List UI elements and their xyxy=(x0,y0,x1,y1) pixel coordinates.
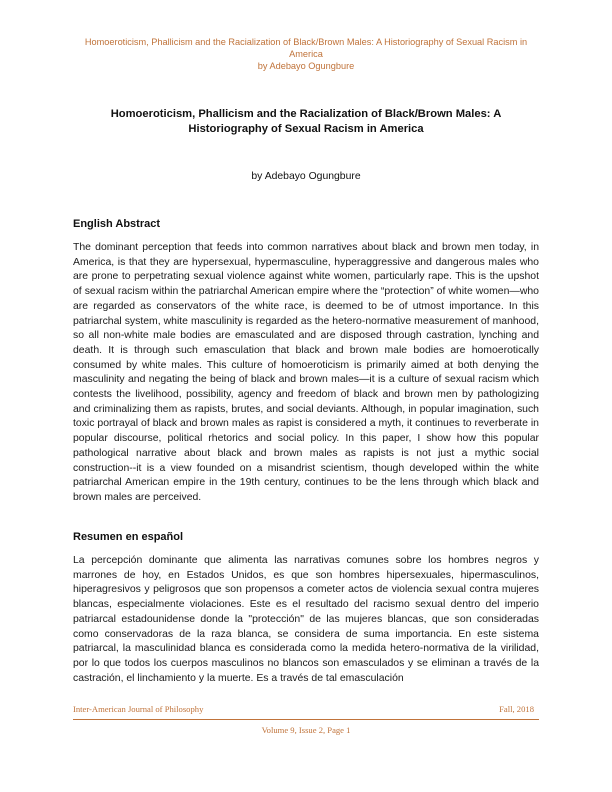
running-header xyxy=(80,36,532,72)
article-byline: by Adebayo Ogungbure xyxy=(251,171,361,182)
spanish-abstract-heading: Resumen en español xyxy=(73,531,184,543)
english-abstract-text: The dominant perception that feeds into common narratives about black and brown men today, in America, is that they are hypersexual, hypermasculine, hyperaggressive and dangerous males who are prone to perpetrating sexual violence against white women, particularly rape. This is the upshot of sexual racism within the patriarchal American empire where the “protection” of white women—who are regarded as conservators of the white race, is deemed to be of utmost importance. In this patriarchal system, white masculinity is regarded as the hetero-normative measurement of manhood, so all non-white male bodies are emasculated and are disposed through castration, lynching and death. It is through such emasculation that black and brown male bodies are homoerotically consumed by white males. This culture of homoeroticism is primarily aimed at both denying the masculinity and negating the being of black and brown males—it is a culture of sexual racism which contests the livelihood, possibility, agency and freedom of black and brown men by pathologizing and criminalizing them as rapists, brutes, and social deviants. Although, in popular imagination, such toxic portrayal of black and brown males as rapist is considered a myth, it continues to reverberate in popular discourse, political rhetorics and social policy. In this paper, I show how this popular pathological narrative about black and brown males as rapists is not just a mythic social construction--it is a view founded on a misandrist scientism, though developed within the white patriarchal American empire in the 19th century, continues to be the lens through which black and brown males are perceived. xyxy=(73,242,539,503)
article-title: Homoeroticism, Phallicism and the Racialization of Black/Brown Males: A Historiography of Sexual Racism in America xyxy=(110,108,502,135)
footer-page-info: Volume 9, Issue 2, Page 1 xyxy=(261,725,351,735)
spanish-abstract-text: La percepción dominante que alimenta las narrativas comunes sobre los hombres negros y marrones de hoy, en Estados Unidos, es que son hombres hipersexuales, hipermasculinos, hiperagresivos y peligrosos que son propensos a cometer actos de violencia sexual contra mujeres blancas, especialmente violaciones. Este es el resultado del racismo sexual dentro del imperio patriarcal estadounidense donde la "protección" de las mujeres blancas, que son consideradas como conservadoras de la raza blanca, se considera de suma importancia. En este sistema patriarcal, la masculinidad blanca es considerada como la medida hetero-normativa de la virilidad, por lo que todos los cuerpos masculinos no blancos son emasculados y se eliminan a través de la castración, el linchamiento y la muerte. Es a través de tal emasculación xyxy=(73,555,539,684)
english-abstract-heading: English Abstract xyxy=(73,218,160,230)
footer-journal: Inter-American Journal of Philosophy xyxy=(73,704,204,714)
running-header-author: by Adebayo Ogungbure xyxy=(257,61,355,71)
running-header-title: Homoeroticism, Phallicism and the Racialization of Black/Brown Males: A Historiography of Sexual Racism in America xyxy=(84,37,528,59)
footer-date: Fall, 2018 xyxy=(499,704,534,714)
footer-divider xyxy=(73,719,539,720)
